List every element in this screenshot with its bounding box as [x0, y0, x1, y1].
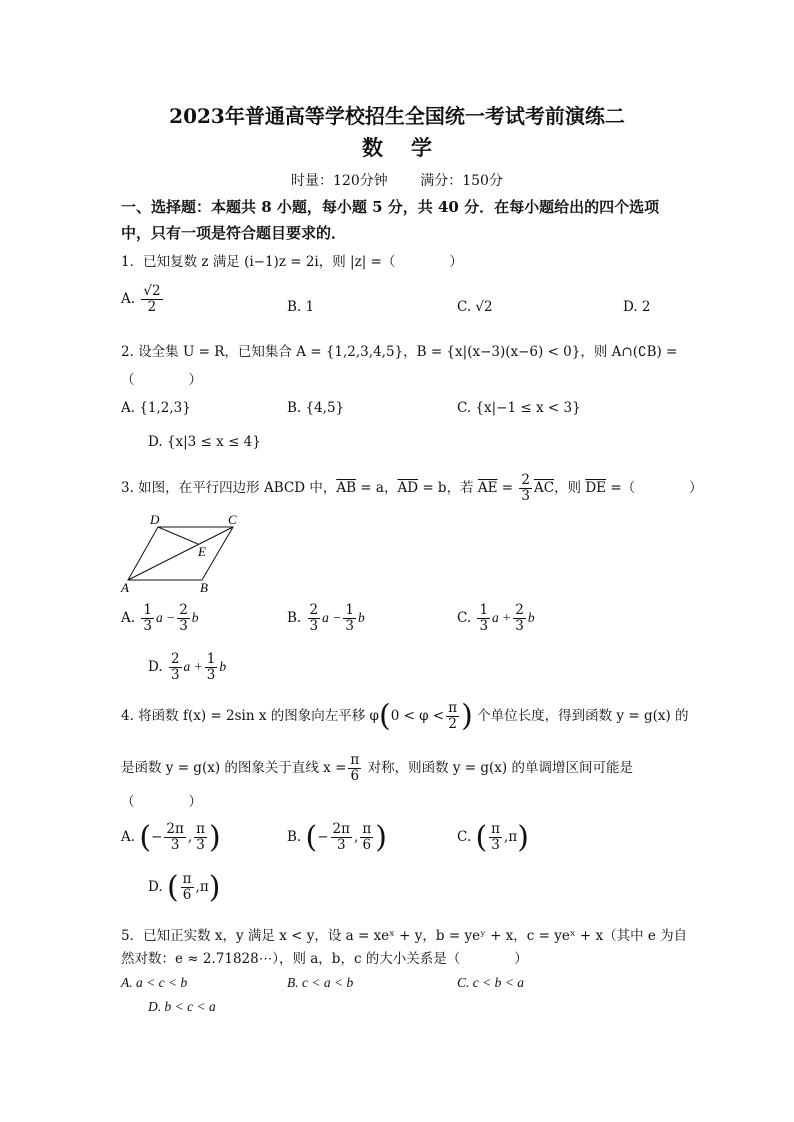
question-5-option-b: B. c < a < b: [287, 975, 354, 990]
fraction: $\frac{1}{3}$: [479, 602, 489, 634]
fraction: $\frac{1}{3}$: [143, 602, 152, 634]
question-3-option-d: D. $\frac{2}{3}$ a + $\frac{1}{3}$ b: [148, 651, 227, 683]
question-2-paren: （ ）: [121, 372, 202, 388]
fraction: $\frac{2}{3}$: [170, 651, 180, 683]
fraction: $\frac{\pi}{6}$: [182, 871, 192, 903]
question-4-stem-line1: 4. 将函数 f(x) = 2sin x 的图象向左平移 φ(0 < φ < $\frac{\pi}{2}$ ) 个单位长度，得到函数 y = g(x) 的: [121, 698, 689, 734]
exam-score: 满分：150分: [420, 173, 503, 189]
question-2-option-b: B. {4,5}: [287, 400, 345, 416]
question-4-option-a: A. (− $\frac{2\pi}{3}$ , $\frac{\pi}{3}$ ): [121, 820, 221, 855]
figure-label-b: B: [200, 580, 208, 595]
fraction: $\frac{√2}{2}$: [143, 283, 161, 315]
question-2-option-c: C. {x|−1 ≤ x < 3}: [457, 400, 581, 416]
figure-label-c: C: [228, 512, 237, 527]
question-4-paren: （ ）: [121, 794, 202, 810]
question-1-option-c: C. √2: [457, 299, 493, 315]
exam-title: 2023年普通高等学校招生全国统一考试考前演练二: [169, 104, 625, 128]
fraction: $\frac{2\pi}{3}$: [166, 821, 184, 853]
question-2-option-d: D. {x|3 ≤ x ≤ 4}: [148, 434, 261, 450]
fraction: $\frac{2}{3}$: [521, 472, 530, 504]
question-4-option-b: B. (− $\frac{2\pi}{3}$ , $\frac{\pi}{6}$ ): [287, 820, 387, 855]
question-3-option-a: A. $\frac{1}{3}$ a − $\frac{2}{3}$ b: [121, 602, 199, 634]
figure-label-e: E: [198, 544, 206, 559]
question-5-stem-line2: 然对数：e ≈ 2.71828⋯），则 a，b，c 的大小关系是（ ）: [121, 951, 528, 967]
fraction: $\frac{1}{3}$: [206, 651, 216, 683]
fraction: $\frac{\pi}{3}$: [491, 821, 501, 853]
figure-label-a: A: [121, 580, 129, 595]
question-1-option-d: D. 2: [623, 299, 651, 315]
question-5-stem-line1: 5．已知正实数 x，y 满足 x < y，设 a = xeˣ + y，b = yeʸ + x，c = yeˣ + x（其中 e 为自: [121, 928, 688, 944]
fraction: $\frac{2}{3}$: [309, 602, 319, 634]
fraction: $\frac{\pi}{6}$: [362, 821, 372, 853]
fraction: $\frac{2}{3}$: [179, 602, 188, 634]
parallelogram-figure: [118, 510, 258, 596]
fraction: $\frac{2}{3}$: [515, 602, 524, 634]
question-5-option-c: C. c < b < a: [457, 975, 524, 990]
question-1-option-b: B. 1: [287, 299, 315, 315]
fraction: $\frac{\pi}{2}$: [448, 700, 458, 732]
question-4-stem-line2: 是函数 y = g(x) 的图象关于直线 x = $\frac{\pi}{6}$ 对称，则函数 y = g(x) 的单调增区间可能是: [121, 752, 633, 784]
fraction: $\frac{1}{3}$: [345, 602, 354, 634]
fraction: $\frac{\pi}{3}$: [196, 821, 206, 853]
question-4-option-d: D. ( $\frac{\pi}{6}$ ,π): [148, 870, 221, 905]
question-4-option-c: C. ( $\frac{\pi}{3}$ ,π): [457, 820, 529, 855]
exam-meta: [0, 170, 794, 190]
question-5-option-d: D. b < c < a: [148, 999, 216, 1014]
question-3-option-b: B. $\frac{2}{3}$ a − $\frac{1}{3}$ b: [287, 602, 365, 634]
question-3-option-c: C. $\frac{1}{3}$ a + $\frac{2}{3}$ b: [457, 602, 535, 634]
fraction: $\frac{2\pi}{3}$: [332, 821, 351, 853]
question-3-stem: 3. 如图，在平行四边形 ABCD 中，$\overline{AB} = a$，$\overline{AD} = b$，若 $\overline{AE}$ = $\frac{2}{3}$ $\overline{AC}$，则 $\overline{DE}$ =（ ）: [121, 472, 703, 504]
section-heading-line1: 一、选择题：本题共 8 小题，每小题 5 分，共 40 分．在每小题给出的四个选项: [121, 198, 660, 216]
question-2-option-a: A. {1,2,3}: [121, 400, 191, 416]
section-heading-line2: 中，只有一项是符合题目要求的．: [121, 224, 347, 242]
question-5-option-a: A. a < c < b: [121, 975, 188, 990]
exam-time: 时量：120分钟: [291, 173, 388, 189]
figure-label-d: D: [150, 512, 160, 527]
question-1-stem: 1．已知复数 z 满足 (i−1)z = 2i，则 |z| =（ ）: [121, 254, 463, 270]
subject-title: 数学: [362, 135, 460, 160]
question-1-option-a: A. $\frac{√2}{2}$: [121, 283, 161, 315]
fraction: $\frac{\pi}{6}$: [350, 752, 360, 784]
question-2-stem: 2. 设全集 U = R，已知集合 A = {1,2,3,4,5}，B = {x|(x−3)(x−6) < 0}，则 A∩(∁B) =: [121, 344, 678, 360]
